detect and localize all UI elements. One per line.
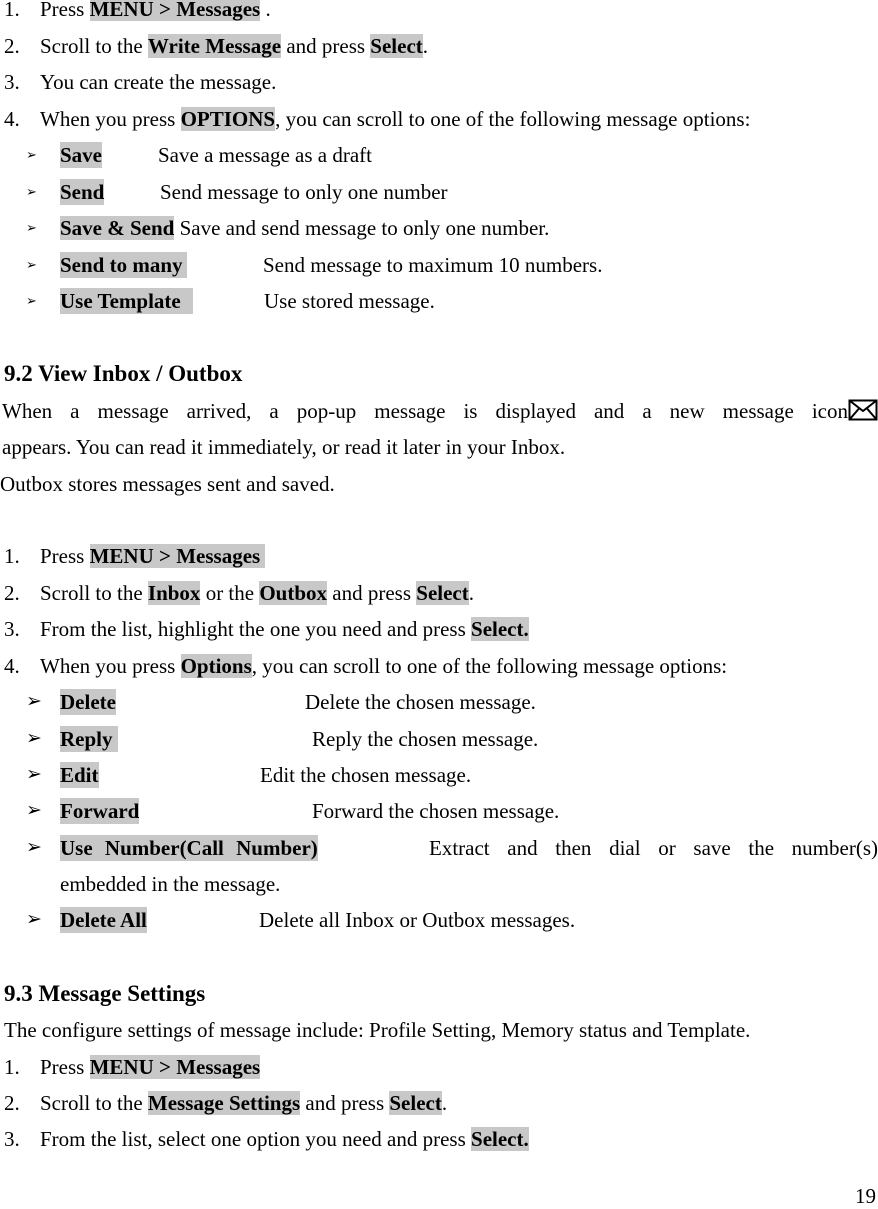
section-9-2-para-2: Outbox stores messages sent and saved. [0,472,335,496]
arrow-bullet-icon: ➢ [26,837,42,858]
arrow-bullet-icon: ➢ [26,147,37,162]
section-9-2-para-line-1: When a message arrived, a pop-up message is displayed and a new message icon [2,398,878,424]
section-9-2-heading: 9.2 View Inbox / Outbox [4,361,243,386]
arrow-bullet-icon: ➢ [26,909,42,930]
arrow-bullet-icon: ➢ [26,293,37,308]
arrow-bullet-icon: ➢ [26,728,42,749]
section-9-2-para-line-2: appears. You can read it immediately, or read it later in your Inbox. [2,435,566,459]
arrow-bullet-icon: ➢ [26,764,42,785]
arrow-bullet-icon: ➢ [26,184,37,199]
section-9-3-intro: The configure settings of message include: Profile Setting, Memory status and Template. [4,1018,751,1042]
envelope-icon [848,399,878,421]
arrow-bullet-icon: ➢ [26,220,37,235]
arrow-bullet-icon: ➢ [26,691,42,712]
page-number: 19 [855,1184,876,1208]
inbox-option-use-number-cont: embedded in the message. [60,872,281,896]
arrow-bullet-icon: ➢ [26,800,42,821]
section-9-3-heading: 9.3 Message Settings [4,981,206,1006]
arrow-bullet-icon: ➢ [26,257,37,272]
